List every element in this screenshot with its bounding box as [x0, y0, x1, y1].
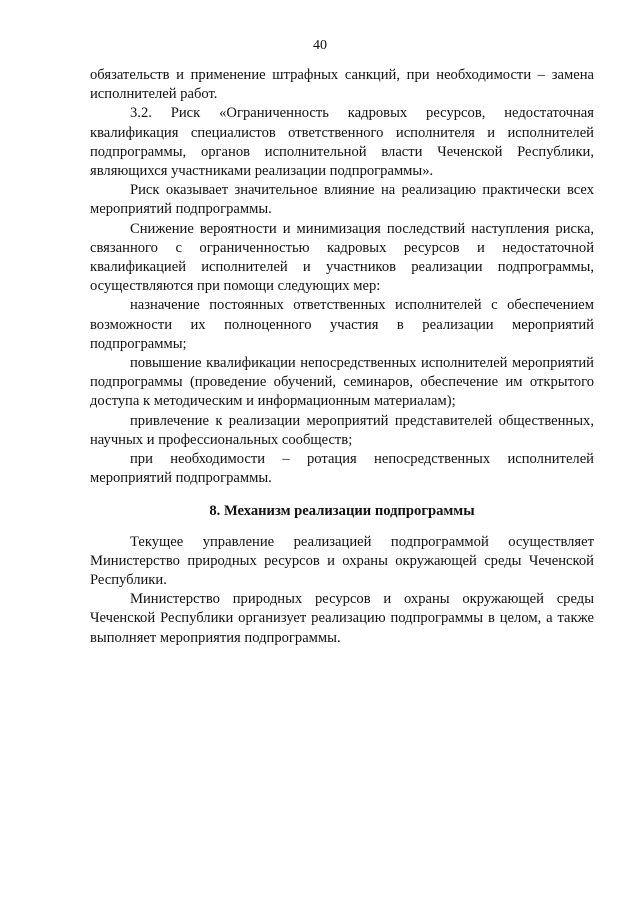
paragraph-ministry-role: Министерство природных ресурсов и охраны окружающей среды Чеченской Республики организует реализацию подпрограммы в целом, а также выполняет мероприятия подпрограммы. [90, 591, 594, 646]
paragraph-risk-impact: Риск оказывает значительное влияние на реализацию практически всех мероприятий подпрограммы. [90, 182, 594, 218]
document-body [90, 66, 594, 648]
paragraph-measure-rotation: при необходимости – ротация непосредственных исполнителей мероприятий подпрограммы. [90, 451, 594, 487]
paragraph-management: Текущее управление реализацией подпрограммой осуществляет Министерство природных ресурсов и охраны окружающей среды Чеченской Республики. [90, 533, 594, 589]
page-number: 40 [313, 38, 327, 53]
paragraph-measure-training: повышение квалификации непосредственных исполнителей мероприятий подпрограммы (проведение обучений, семинаров, обеспечение им открытого доступа к методическим и информационным материалам); [90, 355, 594, 410]
paragraph-risk-3-2: 3.2. Риск «Ограниченность кадровых ресурсов, недостаточная квалификация специалистов ответственного исполнителя и исполнителей подпрограммы, органов исполнительной власти Чеченской Республики, являющихся участниками реализации подпрограммы». [90, 105, 594, 180]
paragraph-measure-engagement: привлечение к реализации мероприятий представителей общественных, научных и профессиональных сообществ; [90, 412, 594, 448]
paragraph-continuation: обязательств и применение штрафных санкций, при необходимости – замена исполнителей работ. [90, 67, 594, 103]
paragraph-risk-mitigation: Снижение вероятности и минимизация последствий наступления риска, связанного с ограниченностью кадровых ресурсов и недостаточной квалификацией исполнителей и участников реализации подпрограммы, осуществляются при помощи следующих мер: [90, 220, 594, 295]
paragraph-measure-assign: назначение постоянных ответственных исполнителей с обеспечением возможности их полноценного участия в реализации мероприятий подпрограммы; [90, 297, 594, 352]
section-heading: 8. Механизм реализации подпрограммы [209, 503, 475, 520]
